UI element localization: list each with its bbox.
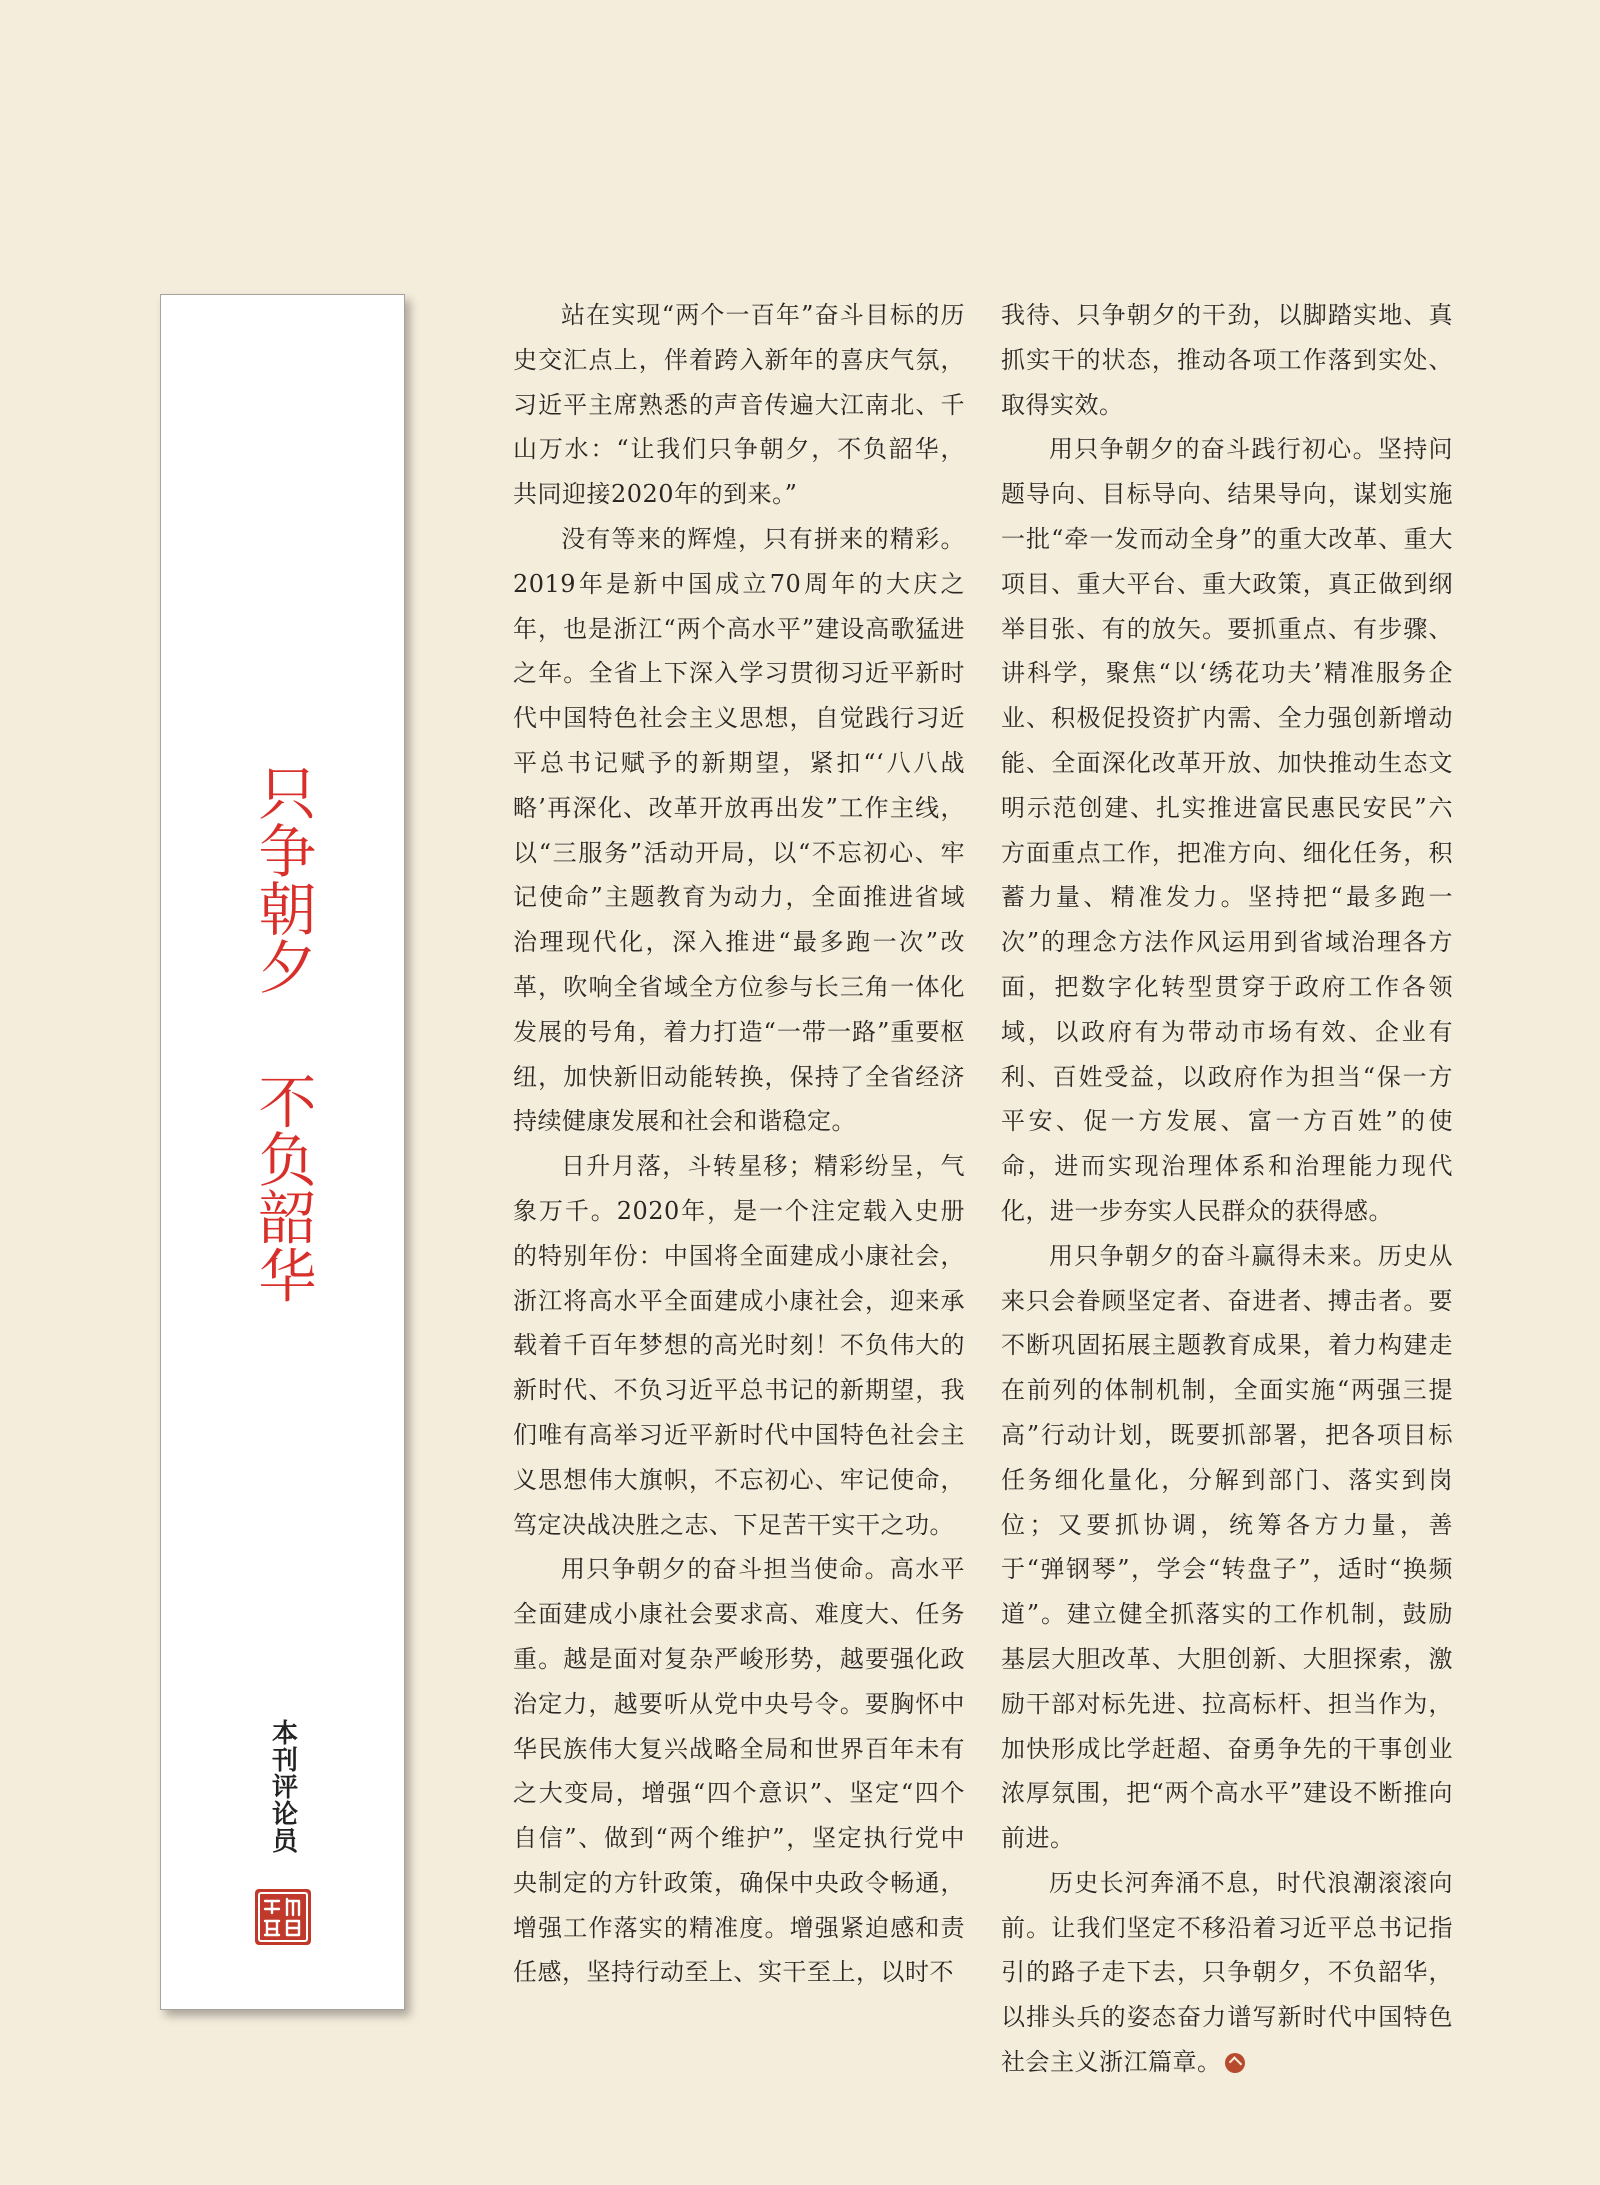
paragraph: 用只争朝夕的奋斗担当使命。高水平全面建成小康社会要求高、难度大、任务重。越是面对复杂严峻形势，越要强化政治定力，越要听从党中央号令。要胸怀中华民族伟大复兴战略全局和世界百年未有之大变局，增强“四个意识”、坚定“四个自信”、做到“两个维护”，坚定执行党中央制定的方针政策，确保中央政令畅通，增强工作落实的精准度。增强紧迫感和责任感，坚持行动至上、实干至上，以时不 (513, 1555, 965, 1987)
paragraph-final (1001, 1861, 1453, 2085)
final-paragraph-text: 历史长河奔涌不息，时代浪潮滚滚向前。让我们坚定不移沿着习近平总书记指引的路子走下去，只争朝夕，不负韶华，以排头兵的姿态奋力谱写新时代中国特色社会主义浙江篇章。 (1001, 1868, 1453, 2077)
title-card (160, 294, 405, 2010)
title-line-2: 不负韶华 (248, 1071, 317, 1304)
paragraph-continuation: 我待、只争朝夕的干劲，以脚踏实地、真抓实干的状态，推动各项工作落到实处、取得实效。 (1001, 301, 1453, 419)
paragraph: 用只争朝夕的奋斗赢得未来。历史从来只会眷顾坚定者、奋进者、搏击者。要不断巩固拓展主题教育成果，着力构建走在前列的体制机制，全面实施“两强三提高”行动计划，既要抓部署，把各项目标任务细化量化，分解到部门、落实到岗位；又要抓协调，统筹各方力量，善于“弹钢琴”，学会“转盘子”，适时“换频道”。建立健全抓落实的工作机制，鼓励基层大胆改革、大胆创新、大胆探索，激励干部对标先进、拉高标杆、担当作为，加快形成比学赶超、奋勇争先的干事创业浓厚氛围，把“两个高水平”建设不断推向前进。 (1001, 1241, 1453, 1853)
article-column-left (513, 293, 965, 1995)
article-title (248, 763, 317, 1323)
paragraph: 用只争朝夕的奋斗践行初心。坚持问题导向、目标导向、结果导向，谋划实施一批“牵一发而动全身”的重大改革、重大项目、重大平台、重大政策，真正做到纲举目张、有的放矢。要抓重点、有步骤、讲科学，聚焦“以‘绣花功夫’精准服务企业、积极促投资扩内需、全力强创新增动能、全面深化改革开放、加快推动生态文明示范创建、扎实推进富民惠民安民”六方面重点工作，把准方向、细化任务，积蓄力量、精准发力。坚持把“最多跑一次”的理念方法作风运用到省域治理各方面，把数字化转型贯穿于政府工作各领域，以政府有为带动市场有效、企业有利、百姓受益，以政府作为担当“保一方平安、促一方发展、富一方百姓”的使命，进而实现治理体系和治理能力现代化，进一步夯实人民群众的获得感。 (1001, 435, 1453, 1225)
article-end-mark-icon (1225, 2053, 1245, 2073)
paragraph: 日升月落，斗转星移；精彩纷呈，气象万千。2020年，是一个注定载入史册的特别年份：中国将全面建成小康社会，浙江将高水平全面建成小康社会，迎来承载着千百年梦想的高光时刻！不负伟大的新时代、不负习近平总书记的新期望，我们唯有高举习近平新时代中国特色社会主义思想伟大旗帜，不忘初心、牢记使命，笃定决战决胜之志、下足苦干实干之功。 (513, 1152, 965, 1539)
red-square-seal-icon (253, 1887, 313, 1947)
author-byline: 本刊评论员 (267, 1719, 298, 1854)
paragraph: 站在实现“两个一百年”奋斗目标的历史交汇点上，伴着跨入新年的喜庆气氛，习近平主席熟悉的声音传遍大江南北、千山万水：“让我们只争朝夕，不负韶华，共同迎接2020年的到来。” (513, 301, 965, 509)
title-line-1: 只争朝夕 (248, 763, 317, 995)
paragraph: 没有等来的辉煌，只有拼来的精彩。2019年是新中国成立70周年的大庆之年，也是浙江“两个高水平”建设高歌猛进之年。全省上下深入学习贯彻习近平新时代中国特色社会主义思想，自觉践行习近平总书记赋予的新期望，紧扣“‘八八战略’再深化、改革开放再出发”工作主线，以“三服务”活动开局，以“不忘初心、牢记使命”主题教育为动力，全面推进省域治理现代化，深入推进“最多跑一次”改革，吹响全省域全方位参与长三角一体化发展的号角，着力打造“一带一路”重要枢纽，加快新旧动能转换，保持了全省经济持续健康发展和社会和谐稳定。 (513, 524, 965, 1136)
article-column-right (1001, 293, 1453, 2085)
